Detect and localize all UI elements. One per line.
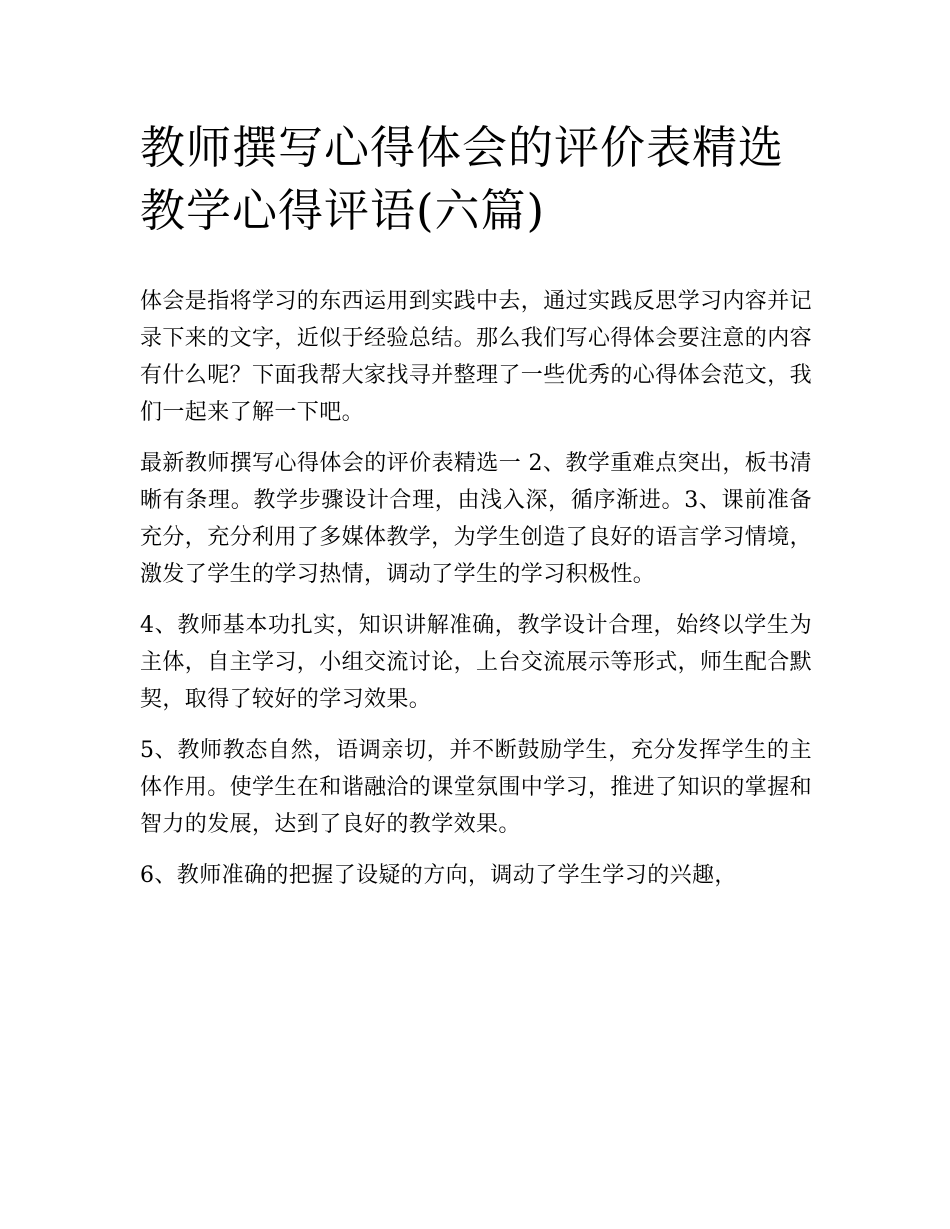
- paragraph-item-4: 4、教师基本功扎实，知识讲解准确，教学设计合理，始终以学生为主体，自主学习，小组交流讨论，上台交流展示等形式，师生配合默契，取得了较好的学习效果。: [140, 613, 813, 712]
- paragraph-section-one: 最新教师撰写心得体会的评价表精选一 2、教学重难点突出，板书清晰有条理。教学步骤设计合理，由浅入深，循序渐进。3、课前准备充分，充分利用了多媒体教学，为学生创造了良好的语言学习情境，激发了学生的学习热情，调动了学生的学习积极性。: [140, 451, 813, 587]
- document-title: 教师撰写心得体会的评价表精选 教学心得评语(六篇): [140, 121, 785, 237]
- paragraph-item-6: 6、教师准确的把握了设疑的方向，调动了学生学习的兴趣，: [140, 863, 737, 888]
- paragraph-intro: 体会是指将学习的东西运用到实践中去，通过实践反思学习内容并记录下来的文字，近似于经验总结。那么我们写心得体会要注意的内容有什么呢？下面我帮大家找寻并整理了一些优秀的心得体会范文，我们一起来了解一下吧。: [140, 289, 813, 425]
- paragraph-item-5: 5、教师教态自然，语调亲切，并不断鼓励学生，充分发挥学生的主体作用。使学生在和谐融洽的课堂氛围中学习，推进了知识的掌握和智力的发展，达到了良好的教学效果。: [140, 738, 813, 837]
- document-body: [140, 283, 812, 908]
